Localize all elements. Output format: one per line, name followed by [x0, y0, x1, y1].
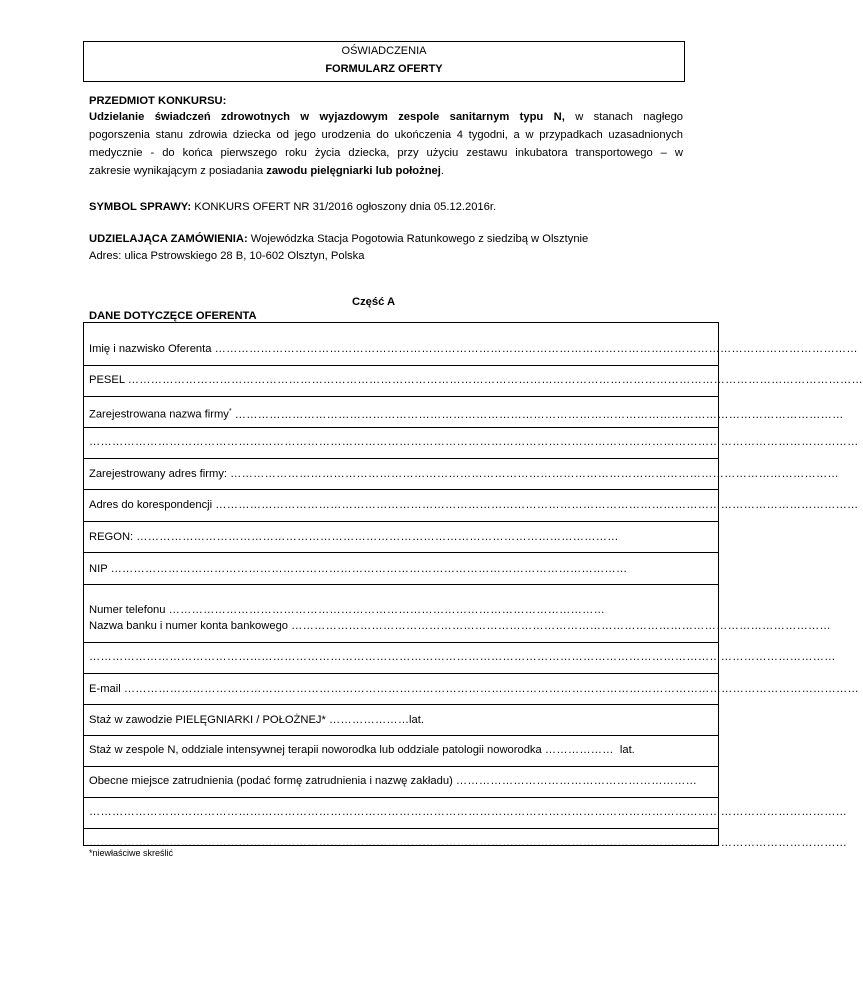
fill-in-dots[interactable]: ……………………………………………………………………………………………………………………………………………………………………………… [89, 837, 848, 849]
header-form-title: FORMULARZ OFERTY [325, 63, 443, 75]
form-field-row[interactable] [89, 499, 859, 512]
case-value: KONKURS OFERT NR 31/2016 ogłoszony dnia 05.12.2016r. [194, 201, 497, 213]
form-field-label: Obecne miejsce zatrudnienia (podać formę zatrudnienia i nazwę zakładu) [89, 775, 453, 787]
form-field-row[interactable] [89, 620, 832, 633]
fill-in-dots[interactable]: …………………………………………………………………………………………………………………………………………… [234, 408, 844, 421]
form-field-row[interactable] [89, 806, 848, 819]
header-statements: OŚWIADCZENIA [341, 45, 427, 57]
form-field-label: PESEL [89, 374, 125, 386]
subject-line-2: pogorszenia stanu zdrowia dziecka od jego urodzenia do ukończenia 4 tygodni, a w przypadkach uzasadnionych [89, 129, 683, 141]
row-divider [83, 552, 718, 553]
case-symbol [89, 201, 496, 214]
footnote: *niewłaściwe skreślić [89, 848, 174, 858]
fill-in-dots[interactable]: …………………………………………………………………………………………………………………………………………………………………………… [89, 651, 836, 663]
ordering-value: Wojewódzka Stacja Pogotowia Ratunkowego z siedzibą w Olsztynie [250, 233, 589, 245]
subject-line-1-bold: Udzielanie świadczeń zdrowotnych w wyjazdowym zespole sanitarnym typu N, [89, 111, 565, 123]
subject-label: PRZEDMIOT KONKURSU: [89, 95, 227, 107]
form-field-label: Zarejestrowany adres firmy: [89, 468, 228, 480]
row-divider [83, 766, 718, 767]
fill-in-dots[interactable]: ………………………………………………………………………………………………………………………………………………………………………………… [89, 436, 859, 448]
form-field-row[interactable] [89, 837, 848, 850]
form-field-label: NIP [89, 563, 108, 575]
document-header [83, 41, 685, 82]
row-divider [83, 489, 718, 490]
form-field-row[interactable] [89, 604, 606, 617]
fill-in-dots[interactable]: ……………………………………………………………………………………………………………………… [110, 563, 628, 575]
fill-in-dots[interactable]: …………………………………………………………………………………………………………………………………………… [230, 468, 839, 480]
footnote-marker: * [228, 408, 232, 415]
row-divider [83, 673, 718, 674]
row-divider [83, 396, 718, 397]
part-title: Część A [352, 296, 396, 308]
form-field-row[interactable] [89, 468, 839, 481]
row-divider [83, 365, 718, 366]
row-divider [83, 828, 718, 829]
form-field-label: Numer telefonu [89, 604, 166, 616]
form-field-row[interactable] [89, 775, 698, 788]
form-field-label: Zarejestrowana nazwa firmy [89, 408, 229, 421]
form-field-label: E-mail [89, 683, 121, 695]
form-field-label: Imię i nazwisko Oferenta [89, 343, 212, 355]
form-field-row[interactable] [89, 744, 635, 757]
fill-in-dots[interactable]: …………………………………………………………………………………………………………………………… [291, 620, 832, 632]
fill-in-dots[interactable]: …………………………………………………………………………………………………………………………………………………… [215, 499, 859, 511]
form-field-label: Staż w zawodzie PIELĘGNIARKI / POŁOŻNEJ* [89, 714, 326, 726]
row-divider [83, 427, 718, 428]
row-divider [83, 521, 718, 522]
form-field-row[interactable] [89, 405, 844, 422]
row-divider [83, 735, 718, 736]
case-label: SYMBOL SPRAWY: [89, 201, 192, 213]
form-field-row[interactable] [89, 343, 858, 356]
form-field-row[interactable] [89, 531, 619, 544]
form-field-row[interactable] [89, 436, 859, 449]
section-title: DANE DOTYCZĘCE OFERENTA [89, 310, 257, 322]
fill-in-dots[interactable]: ……………… [544, 744, 614, 756]
form-field-row[interactable] [89, 374, 863, 387]
form-field-row[interactable] [89, 563, 628, 576]
fill-in-dots[interactable]: ………………………………………………………………………………………………………………………………………………………………………… [123, 683, 860, 695]
ordering-address: Adres: ulica Pstrowskiego 28 B, 10-602 Olsztyn, Polska [89, 250, 365, 262]
fill-in-dots[interactable]: ………………………………………………………………………………………………………………………………………………………………………… [127, 374, 863, 386]
subject-line-4: zakresie wynikającym z posiadania zawodu pielęgniarki lub położnej. [89, 165, 444, 177]
fill-in-dots[interactable]: …………………………………………………………………………………………………………………………………………………… [214, 343, 858, 355]
subject-paragraph: Udzielanie świadczeń zdrowotnych w wyjazdowym zespole sanitarnym typu N, w stanach nagłego pogorszenia stanu zdrowia dziecka od jego urodzenia do ukończenia 4 tygodni, a w przypadkach uzasadnionych medycznie - do końca pierwszego roku życia dziecka, przy użyciu zestawu inkubatora transportowego – w zakresie wynikającym z posiadania zawodu pielęgniarki lub położnej. [89, 108, 683, 180]
row-divider [83, 797, 718, 798]
fill-in-dots[interactable]: ……………………………………………………………………………………………………………………………………………………………………………… [89, 806, 848, 818]
row-divider [83, 704, 718, 705]
form-field-label: REGON: [89, 531, 134, 543]
row-divider [83, 584, 718, 585]
form-field-label: Staż w zespole N, oddziale intensywnej terapii noworodka lub oddziale patologii noworodka [89, 744, 542, 756]
fill-in-dots[interactable]: ……………………………………………………………………………………………………………… [136, 531, 619, 543]
unit-suffix: lat. [619, 744, 635, 756]
fill-in-dots[interactable]: …………………………………………………………………………………………………… [168, 604, 606, 616]
form-field-row[interactable] [89, 683, 860, 696]
form-field-row[interactable] [89, 651, 836, 664]
unit-suffix: lat. [409, 714, 424, 726]
row-divider [83, 642, 718, 643]
ordering-party [89, 233, 588, 246]
form-field-label: Adres do korespondencji [89, 499, 213, 511]
form-field-row[interactable] [89, 714, 424, 727]
form-field-label: Nazwa banku i numer konta bankowego [89, 620, 289, 632]
fill-in-dots[interactable]: ………………… [329, 714, 410, 726]
row-divider [83, 458, 718, 459]
ordering-label: UDZIELAJĄCA ZAMÓWIENIA: [89, 233, 248, 245]
fill-in-dots[interactable]: ……………………………………………………… [455, 775, 698, 787]
subject-line-3: medycznie - do końca pierwszego roku życia dziecka, przy użyciu zestawu inkubatora transportowego – w [89, 147, 683, 159]
